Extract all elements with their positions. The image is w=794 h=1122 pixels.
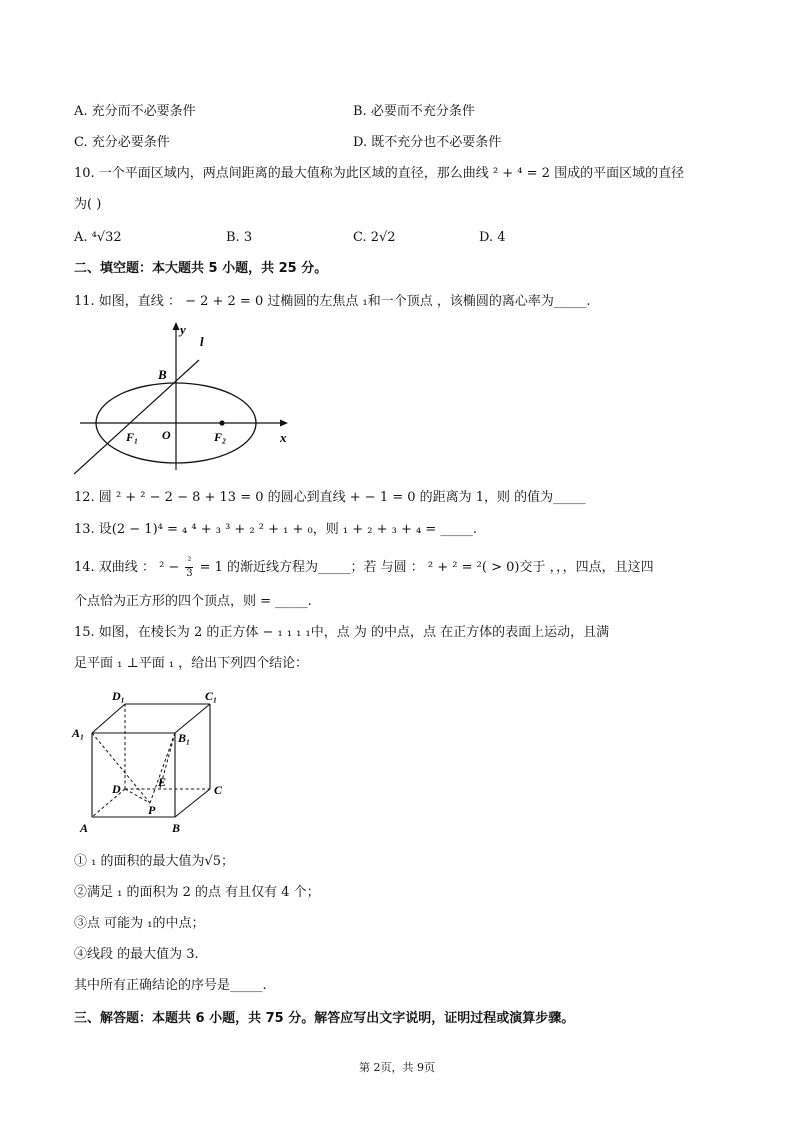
q10-option-b: B. 3 [226,230,253,245]
page-footer: 第 2页，共 9页 [359,1061,435,1074]
label-y: y [180,322,186,337]
q9-option-a: A. 充分而不必要条件 [74,104,196,119]
section-2-heading: 二、填空题：本大题共 5 小题，共 25 分。 [74,261,328,276]
q15-conclusion-1: ① ₁ 的面积的最大值为√5； [74,854,235,869]
edge-a1-d1 [92,704,125,733]
q15-stem-line2: 足平面 ₁ ⊥平面 ₁ ，给出下列四个结论： [74,656,309,671]
label-a: A [80,821,89,835]
edge-b-c [175,789,210,817]
q14-fraction [185,556,193,579]
section-3-heading: 三、解答题：本题共 6 小题，共 75 分。解答应写出文字说明，证明过程或演算步骤。 [74,1011,575,1026]
q10-option-d: D. 4 [479,230,506,245]
label-b: B [158,367,167,382]
q14-stem-line1 [74,553,654,583]
q9-option-b: B. 必要而不充分条件 [353,104,475,119]
label-f1: F₁ [126,430,139,444]
label-e: E [158,775,167,789]
q15-question: 其中所有正确结论的序号是_____. [74,978,267,993]
q14-pre: 14. 双曲线 ： ² − [74,560,180,575]
q10-option-a: A. ⁴√32 [74,230,122,245]
label-l: l [200,334,204,349]
q10-stem-line2: 为( ) [74,197,102,212]
q15-stem-line1: 15. 如图，在棱长为 2 的正方体 − ₁ ₁ ₁ ₁中，点 为 的中点，点 在正方体的表面上运动，且满 [74,625,610,640]
q14-fraction-numerator: ² [187,556,192,567]
q10-stem-line1: 10. 一个平面区域内，两点间距离的最大值称为此区域的直径，那么曲线 ² + ⁴ = 2 围成的平面区域的直径 [74,166,685,181]
label-p: P [148,803,156,817]
label-c1: C₁ [205,689,218,703]
label-b: B [172,821,181,835]
label-d1: D₁ [112,689,125,703]
segment-a1-p [92,733,150,803]
label-c: C [214,783,223,797]
q11-stem: 11. 如图，直线 ： − 2 + 2 = 0 过椭圆的左焦点 ₁和一个顶点 ，该椭圆的离心率为_____. [74,294,591,309]
q14-fraction-denominator: 3 [186,568,193,579]
label-o: O [162,428,171,442]
q11-ellipse-figure [74,318,304,478]
q15-conclusion-3: ③点 可能为 ₁的中点； [74,916,205,931]
q9-option-c: C. 充分必要条件 [74,135,170,150]
label-f2: F₂ [214,430,227,444]
label-b1: B₁ [178,731,191,745]
q15-cube-figure [70,686,230,836]
edge-b1-c1 [175,704,210,733]
q14-stem-line2: 个点恰为正方形的四个顶点，则 = _____. [74,594,312,609]
focus-f2-point [219,420,224,425]
q15-conclusion-4: ④线段 的最大值为 3. [74,947,199,962]
q15-conclusion-2: ②满足 ₁ 的面积为 2 的点 有且仅有 4 个； [74,885,320,900]
q12-stem: 12. 圆 ² + ² − 2 − 8 + 13 = 0 的圆心到直线 + − 1 = 0 的距离为 1，则 的值为_____ [74,490,586,505]
q9-option-d: D. 既不充分也不必要条件 [353,135,502,150]
label-d: D [112,782,121,796]
x-axis-arrow [280,420,288,427]
label-a1: A₁ [72,726,85,740]
y-axis-arrow [173,322,180,330]
segment-d-p [125,789,150,803]
label-x: x [280,430,287,445]
q13-stem: 13. 设(2 − 1)⁴ = ₄ ⁴ + ₃ ³ + ₂ ² + ₁ + ₀，则 ₁ + ₂ + ₃ + ₄ = _____. [74,522,477,537]
segment-b1-p [150,733,175,803]
q10-option-c: C. 2√2 [353,230,396,245]
line-l [74,360,199,474]
q14-post: = 1 的渐近线方程为_____；若 与圆 ： ² + ² = ²( > 0)交于 ，，，四点，且这四 [195,560,654,575]
